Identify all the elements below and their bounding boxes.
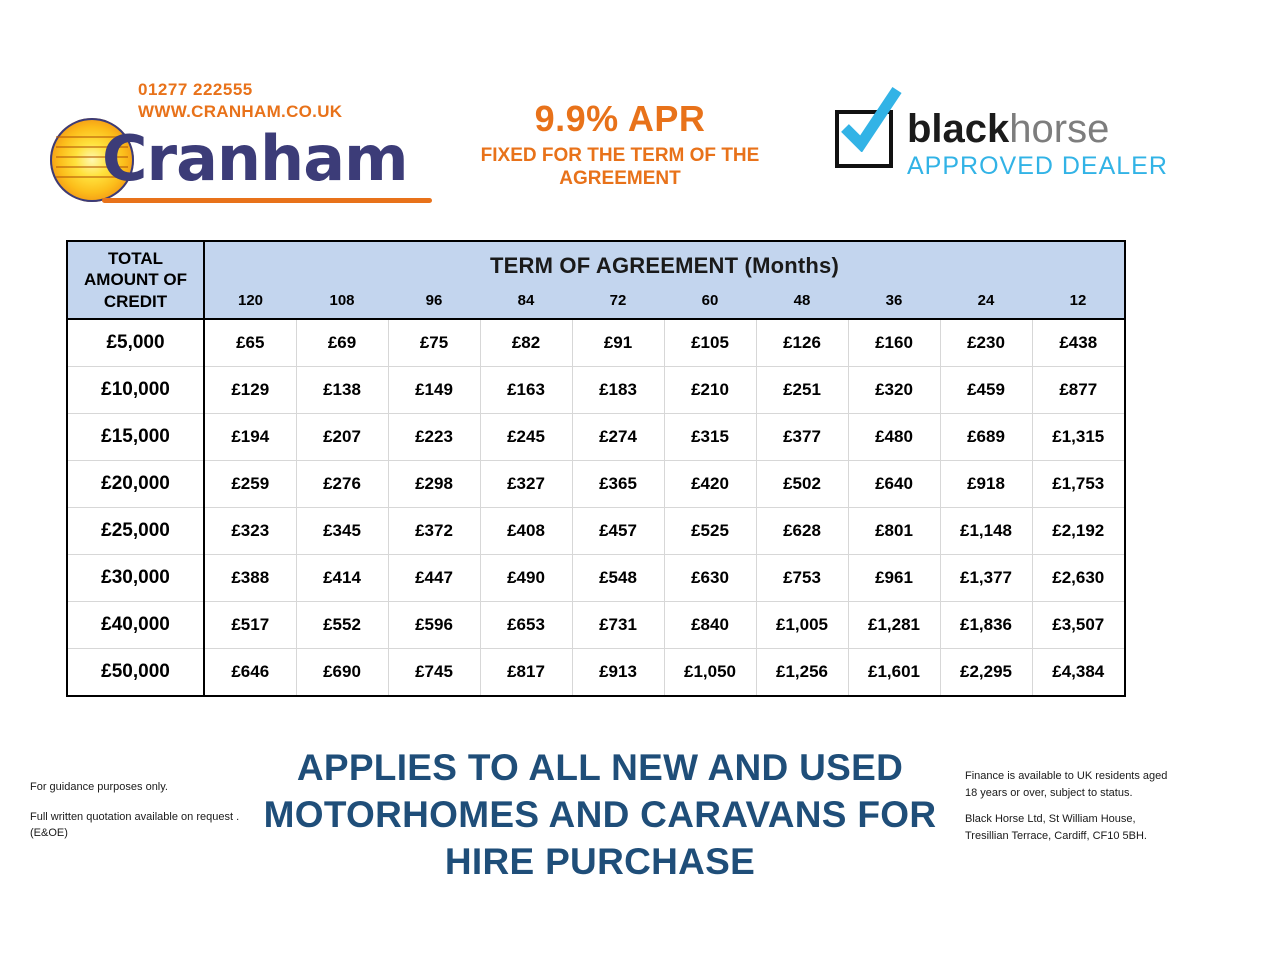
payment-cell: £365 (572, 460, 664, 507)
payment-cell: £502 (756, 460, 848, 507)
payment-cell: £210 (664, 366, 756, 413)
row-amount: £40,000 (68, 601, 204, 648)
cranham-phone: 01277 222555 (138, 80, 253, 99)
table-body (68, 319, 1124, 695)
payment-cell: £230 (940, 319, 1032, 367)
payment-cell: £323 (204, 507, 296, 554)
rate-table (68, 242, 1124, 695)
payment-cell: £628 (756, 507, 848, 554)
payment-cell: £877 (1032, 366, 1124, 413)
table-head (68, 242, 1124, 319)
payment-cell: £548 (572, 554, 664, 601)
payment-cell: £913 (572, 648, 664, 695)
apr-note: FIXED FOR THE TERM OF THE AGREEMENT (480, 144, 760, 189)
payment-cell: £408 (480, 507, 572, 554)
payment-cell: £1,256 (756, 648, 848, 695)
payment-cell: £596 (388, 601, 480, 648)
month-header: 48 (756, 288, 848, 319)
apr-callout (440, 100, 800, 190)
payment-cell: £480 (848, 413, 940, 460)
row-amount: £5,000 (68, 319, 204, 367)
payment-cell: £457 (572, 507, 664, 554)
table-row (68, 366, 1124, 413)
payment-cell: £646 (204, 648, 296, 695)
table-header-row-top (68, 242, 1124, 288)
payment-cell: £345 (296, 507, 388, 554)
payment-cell: £961 (848, 554, 940, 601)
payment-cell: £1,315 (1032, 413, 1124, 460)
payment-cell: £459 (940, 366, 1032, 413)
payment-cell: £801 (848, 507, 940, 554)
payment-cell: £414 (296, 554, 388, 601)
apr-rate: 9.9% APR (534, 98, 706, 139)
payment-cell: £4,384 (1032, 648, 1124, 695)
payment-cell: £3,507 (1032, 601, 1124, 648)
row-amount: £50,000 (68, 648, 204, 695)
payment-cell: £75 (388, 319, 480, 367)
table-row (68, 460, 1124, 507)
month-header: 60 (664, 288, 756, 319)
cranham-wordmark: Cranham (102, 122, 408, 195)
payment-cell: £1,148 (940, 507, 1032, 554)
column-header-total-amount: TOTAL AMOUNT OF CREDIT (68, 242, 204, 319)
payment-cell: £817 (480, 648, 572, 695)
payment-cell: £918 (940, 460, 1032, 507)
month-header: 96 (388, 288, 480, 319)
payment-cell: £149 (388, 366, 480, 413)
payment-cell: £840 (664, 601, 756, 648)
payment-cell: £2,192 (1032, 507, 1124, 554)
payment-cell: £517 (204, 601, 296, 648)
payment-cell: £731 (572, 601, 664, 648)
blackhorse-word-horse: horse (1009, 107, 1110, 151)
payment-cell: £274 (572, 413, 664, 460)
table-header-row-months (68, 288, 1124, 319)
payment-cell: £640 (848, 460, 940, 507)
payment-cell: £129 (204, 366, 296, 413)
payment-cell: £65 (204, 319, 296, 367)
payment-cell: £126 (756, 319, 848, 367)
guidance-line-1: For guidance purposes only. (30, 781, 168, 793)
payment-cell: £447 (388, 554, 480, 601)
payment-cell: £82 (480, 319, 572, 367)
payment-cell: £207 (296, 413, 388, 460)
payment-cell: £320 (848, 366, 940, 413)
payment-cell: £525 (664, 507, 756, 554)
poster-headline: APPLIES TO ALL NEW AND USED MOTORHOMES AND CARAVANS FOR HIRE PURCHASE (263, 747, 937, 882)
row-amount: £25,000 (68, 507, 204, 554)
payment-cell: £251 (756, 366, 848, 413)
payment-cell: £1,601 (848, 648, 940, 695)
row-amount: £30,000 (68, 554, 204, 601)
payment-cell: £327 (480, 460, 572, 507)
payment-cell: £160 (848, 319, 940, 367)
payment-cell: £138 (296, 366, 388, 413)
payment-cell: £377 (756, 413, 848, 460)
blackhorse-wordmark (907, 108, 1109, 150)
payment-cell: £223 (388, 413, 480, 460)
blackhorse-word-black: black (907, 107, 1010, 151)
payment-cell: £1,836 (940, 601, 1032, 648)
column-header-term: TERM OF AGREEMENT (Months) (204, 242, 1124, 288)
payment-cell: £1,377 (940, 554, 1032, 601)
guidance-note (30, 780, 250, 856)
check-mark-icon (837, 86, 903, 152)
payment-cell: £69 (296, 319, 388, 367)
finance-note-line-2: Black Horse Ltd, St William House, Tresillian Terrace, Cardiff, CF10 5BH. (965, 813, 1147, 842)
blackhorse-subtitle: APPROVED DEALER (907, 152, 1168, 180)
payment-cell: £490 (480, 554, 572, 601)
payment-cell: £163 (480, 366, 572, 413)
table-row (68, 507, 1124, 554)
month-header: 108 (296, 288, 388, 319)
table-row (68, 648, 1124, 695)
payment-cell: £1,050 (664, 648, 756, 695)
row-amount: £10,000 (68, 366, 204, 413)
payment-cell: £183 (572, 366, 664, 413)
poster-header (0, 60, 1280, 230)
payment-cell: £653 (480, 601, 572, 648)
finance-availability-note (965, 768, 1175, 844)
payment-cell: £372 (388, 507, 480, 554)
guidance-line-2: Full written quotation available on request . (E&OE) (30, 810, 240, 839)
payment-cell: £315 (664, 413, 756, 460)
payment-cell: £105 (664, 319, 756, 367)
payment-cell: £298 (388, 460, 480, 507)
table-row (68, 601, 1124, 648)
payment-cell: £194 (204, 413, 296, 460)
payment-cell: £388 (204, 554, 296, 601)
month-header: 12 (1032, 288, 1124, 319)
payment-cell: £1,005 (756, 601, 848, 648)
payment-cell: £2,295 (940, 648, 1032, 695)
row-amount: £20,000 (68, 460, 204, 507)
payment-cell: £753 (756, 554, 848, 601)
payment-cell: £690 (296, 648, 388, 695)
month-header: 84 (480, 288, 572, 319)
payment-cell: £438 (1032, 319, 1124, 367)
row-amount: £15,000 (68, 413, 204, 460)
month-header: 72 (572, 288, 664, 319)
payment-cell: £630 (664, 554, 756, 601)
payment-cell: £689 (940, 413, 1032, 460)
payment-cell: £2,630 (1032, 554, 1124, 601)
cranham-website: WWW.CRANHAM.CO.UK (138, 102, 343, 121)
payment-cell: £745 (388, 648, 480, 695)
rate-table-container (66, 240, 1126, 697)
payment-cell: £276 (296, 460, 388, 507)
payment-cell: £259 (204, 460, 296, 507)
payment-cell: £552 (296, 601, 388, 648)
payment-cell: £1,281 (848, 601, 940, 648)
table-row (68, 413, 1124, 460)
month-header: 24 (940, 288, 1032, 319)
cranham-underline (102, 198, 432, 203)
payment-cell: £91 (572, 319, 664, 367)
payment-cell: £420 (664, 460, 756, 507)
payment-cell: £245 (480, 413, 572, 460)
table-row (68, 554, 1124, 601)
month-header: 36 (848, 288, 940, 319)
finance-note-line-1: Finance is available to UK residents aged 18 years or over, subject to status. (965, 770, 1168, 799)
payment-cell: £1,753 (1032, 460, 1124, 507)
table-row (68, 319, 1124, 367)
month-header: 120 (204, 288, 296, 319)
